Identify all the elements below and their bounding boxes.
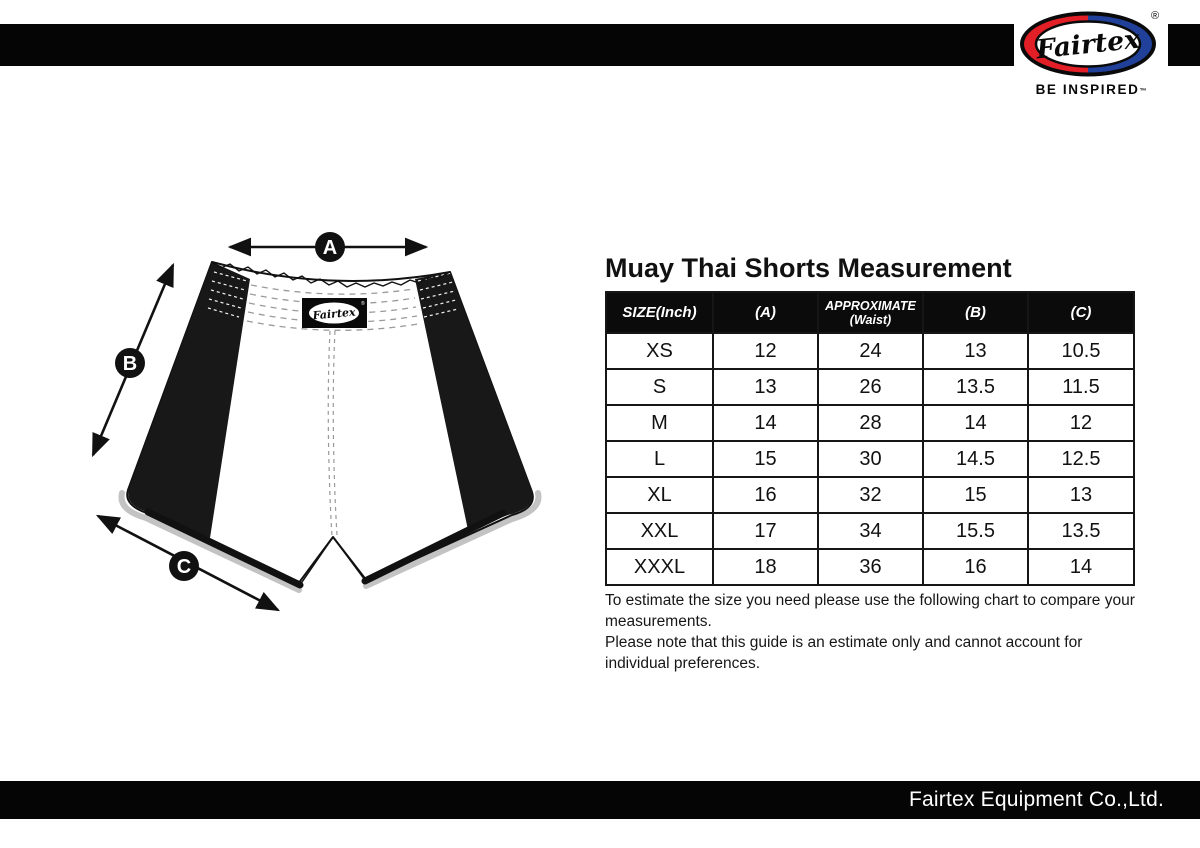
waist-cell: 24 — [818, 333, 923, 369]
waist-cell: 32 — [818, 477, 923, 513]
footer-bar — [0, 781, 1200, 819]
b-cell: 16 — [923, 549, 1028, 585]
label-b: B — [122, 353, 138, 375]
a-cell: 16 — [713, 477, 818, 513]
sizing-note — [605, 590, 1150, 674]
a-cell: 12 — [713, 333, 818, 369]
trademark-icon: ™ — [1139, 88, 1147, 95]
c-cell: 12.5 — [1028, 441, 1134, 477]
col-header-waist-line1: APPROXIMATE — [825, 298, 916, 313]
c-cell: 13 — [1028, 477, 1134, 513]
size-cell: XL — [606, 477, 713, 513]
b-cell: 15 — [923, 477, 1028, 513]
size-cell: S — [606, 369, 713, 405]
col-header-b: (B) — [923, 292, 1028, 333]
a-cell: 14 — [713, 405, 818, 441]
waistband-patch — [302, 298, 367, 328]
c-cell: 13.5 — [1028, 513, 1134, 549]
table-row — [606, 477, 1134, 513]
col-header-waist — [818, 292, 923, 333]
table-row — [606, 513, 1134, 549]
a-cell: 17 — [713, 513, 818, 549]
c-cell: 10.5 — [1028, 333, 1134, 369]
table-row — [606, 405, 1134, 441]
shorts-measurement-diagram — [60, 200, 580, 650]
tagline-text: BE INSPIRED — [1035, 82, 1140, 97]
table-row — [606, 333, 1134, 369]
logo-script-text: Fairtex — [1034, 24, 1139, 66]
waist-cell: 26 — [818, 369, 923, 405]
a-cell: 15 — [713, 441, 818, 477]
size-cell: XXL — [606, 513, 713, 549]
size-cell: L — [606, 441, 713, 477]
b-cell: 15.5 — [923, 513, 1028, 549]
col-header-c: (C) — [1028, 292, 1134, 333]
a-cell: 18 — [713, 549, 818, 585]
patch-logo-text: Fairtex — [312, 305, 357, 323]
table-header-row — [606, 292, 1134, 333]
note-line-2: Please note that this guide is an estimate only and cannot account for individual preferences. — [605, 634, 1083, 672]
fairtex-oval-logo — [1017, 6, 1165, 81]
table-row — [606, 441, 1134, 477]
c-cell: 12 — [1028, 405, 1134, 441]
table-row — [606, 549, 1134, 585]
patch-registered-icon: ® — [361, 301, 365, 307]
fairtex-logo-box — [1014, 4, 1168, 99]
brand-tagline — [1014, 82, 1168, 97]
b-cell: 14.5 — [923, 441, 1028, 477]
waist-cell: 30 — [818, 441, 923, 477]
registered-mark-icon: ® — [1150, 10, 1160, 22]
waist-cell: 28 — [818, 405, 923, 441]
c-cell: 11.5 — [1028, 369, 1134, 405]
waist-cell: 36 — [818, 549, 923, 585]
col-header-size: SIZE(Inch) — [606, 292, 713, 333]
c-cell: 14 — [1028, 549, 1134, 585]
b-cell: 14 — [923, 405, 1028, 441]
size-cell: M — [606, 405, 713, 441]
section-title: Muay Thai Shorts Measurement — [605, 253, 1012, 283]
a-cell: 13 — [713, 369, 818, 405]
label-c: C — [176, 556, 192, 578]
size-chart-table — [605, 291, 1135, 586]
table-row — [606, 369, 1134, 405]
label-a: A — [322, 237, 338, 259]
size-cell: XXXL — [606, 549, 713, 585]
note-line-1: To estimate the size you need please use the following chart to compare your measurements. — [605, 592, 1135, 630]
col-header-a: (A) — [713, 292, 818, 333]
waist-cell: 34 — [818, 513, 923, 549]
size-cell: XS — [606, 333, 713, 369]
b-cell: 13 — [923, 333, 1028, 369]
col-header-waist-line2: (Waist) — [849, 312, 892, 327]
b-cell: 13.5 — [923, 369, 1028, 405]
company-name: Fairtex Equipment Co.,Ltd. — [909, 788, 1164, 811]
